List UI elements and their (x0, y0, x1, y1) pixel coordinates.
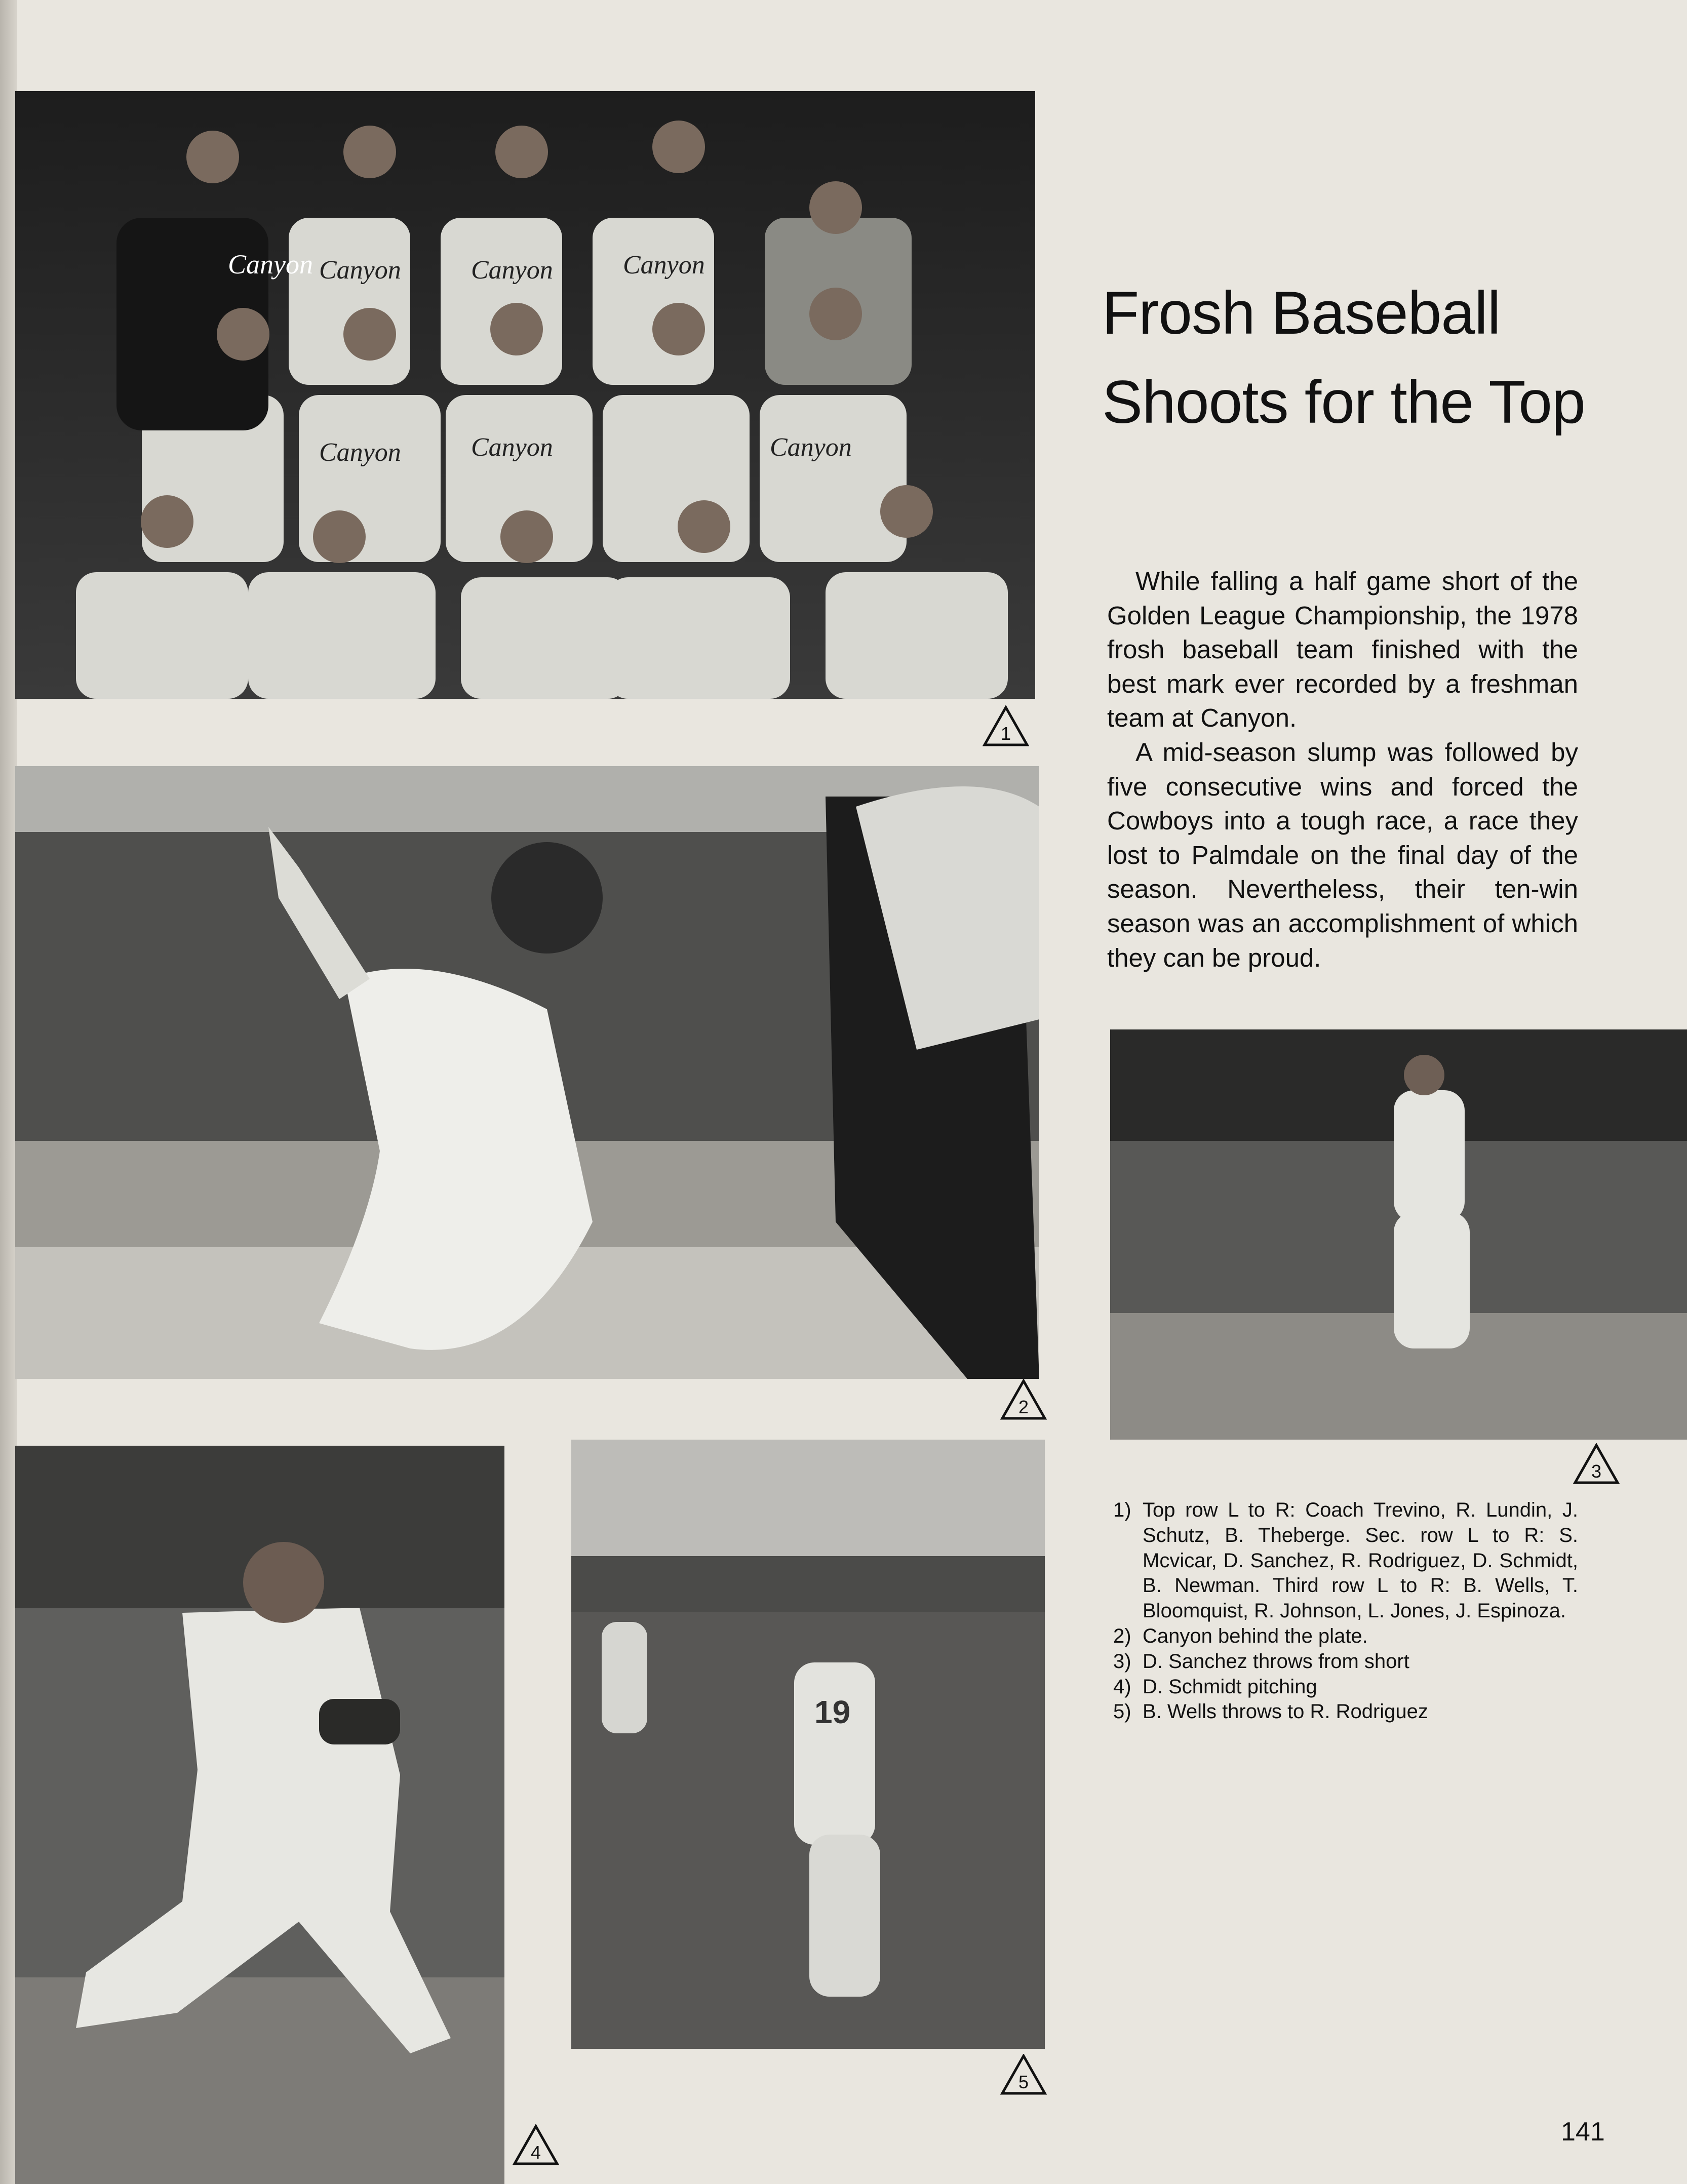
photo-team (15, 91, 1035, 699)
svg-text:Canyon: Canyon (319, 256, 401, 285)
photo-2-marker: 2 (1000, 1379, 1047, 1420)
photo-throw-to-rodriguez (571, 1440, 1045, 2049)
article-headline: Frosh Baseball Shoots for the Top (1102, 279, 1585, 436)
photo-4-marker: 4 (513, 2124, 559, 2166)
photo-5-jersey-number: 19 (814, 1694, 851, 1730)
svg-text:Canyon: Canyon (770, 433, 852, 462)
photo-1-jacket-text: Canyon (228, 249, 313, 280)
svg-text:Canyon: Canyon (471, 433, 553, 462)
photo-pitcher (15, 1446, 504, 2184)
svg-text:Canyon: Canyon (471, 256, 553, 285)
page-binding-edge (0, 0, 17, 2184)
photo-catcher (15, 766, 1039, 1379)
article-paragraph: A mid-season slump was followed by five consecutive wins and forced the Cowboys into a tough race, a race they lost to Palmdale on the final day of the season. Nevertheless, their ten-win season was an accomplishment of which they can be proud. (1107, 737, 1578, 972)
svg-text:Canyon: Canyon (623, 251, 705, 280)
photo-3-marker: 3 (1573, 1443, 1620, 1485)
photo-captions (1113, 1498, 1578, 1725)
photo-shortstop (1110, 1029, 1687, 1440)
caption-item: 2) Canyon behind the plate. (1113, 1624, 1368, 1647)
caption-item: 4) D. Schmidt pitching (1113, 1675, 1317, 1698)
photo-1-marker: 1 (983, 705, 1029, 747)
caption-item: 1) Top row L to R: Coach Trevino, R. Lundin, J. Schutz, B. Theberge. Sec. row L to R: S. Mcvicar, D. Sanchez, R. Rodriguez, D. Schmidt, B. Newman. Third row L to R: B. Wells, T. Bloomquist, R. Johnson, L. Jones, J. Espinoza. (1113, 1499, 1578, 1622)
svg-text:Canyon: Canyon (319, 438, 401, 467)
caption-item: 3) D. Sanchez throws from short (1113, 1650, 1409, 1673)
photo-5-marker: 5 (1000, 2054, 1047, 2095)
article-paragraph: While falling a half game short of the Golden League Championship, the 1978 frosh baseball team finished with the best mark ever recorded by a freshman team at Canyon. (1107, 567, 1578, 733)
page-number: 141 (1561, 2117, 1605, 2147)
article-body (1107, 564, 1578, 975)
caption-item: 5) B. Wells throws to R. Rodriguez (1113, 1700, 1428, 1723)
